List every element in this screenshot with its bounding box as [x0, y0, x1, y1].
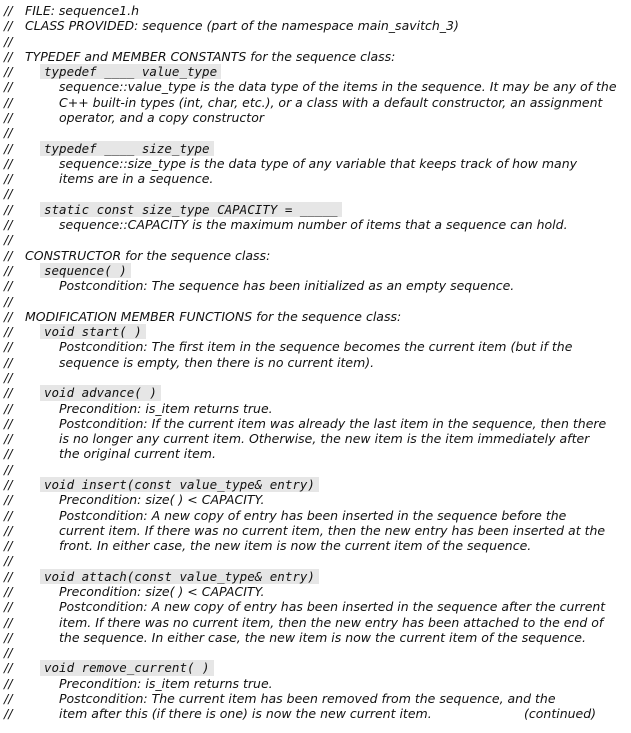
- code-signature: void insert(const value_type& entry): [40, 477, 319, 492]
- comment-line: [0, 339, 631, 354]
- comment-prefix: //: [4, 125, 13, 141]
- code-signature: void start( ): [40, 324, 146, 339]
- comment-line: [0, 615, 631, 630]
- code-signature: void advance( ): [40, 385, 161, 400]
- comment-prefix: //: [4, 385, 13, 401]
- comment-line: [0, 385, 631, 400]
- comment-prefix: //: [4, 629, 13, 645]
- comment-line: [0, 523, 631, 538]
- code-signature: sequence( ): [40, 263, 131, 278]
- comment-line: [0, 538, 631, 553]
- comment-line: [0, 217, 631, 232]
- comment-prefix: //: [4, 278, 13, 294]
- comment-prefix: //: [4, 48, 13, 64]
- comment-line: [0, 248, 631, 263]
- comment-prefix: //: [4, 415, 13, 431]
- comment-text: MODIFICATION MEMBER FUNCTIONS for the sequence class:: [25, 308, 402, 324]
- comment-prefix: //: [4, 568, 13, 584]
- comment-prefix: //: [4, 155, 13, 171]
- comment-line: [0, 232, 631, 247]
- comment-prefix: //: [4, 691, 13, 707]
- comment-line: [0, 477, 631, 492]
- comment-prefix: //: [4, 675, 13, 691]
- comment-prefix: //: [4, 476, 13, 492]
- comment-line: [0, 492, 631, 507]
- code-signature: static const size_type CAPACITY = _____: [40, 202, 342, 217]
- comment-prefix: //: [4, 339, 13, 355]
- continued-label: (continued): [524, 706, 597, 722]
- comment-line: [0, 278, 631, 293]
- comment-text: Postcondition: The sequence has been initialized as an empty sequence.: [59, 278, 515, 294]
- comment-text: sequence::CAPACITY is the maximum number of items that a sequence can hold.: [59, 217, 568, 233]
- comment-text: item. If there was no current item, then the new entry has been attached to the end of: [59, 614, 604, 630]
- comment-line: [0, 630, 631, 645]
- comment-prefix: //: [4, 94, 13, 110]
- comment-line: [0, 186, 631, 201]
- comment-prefix: //: [4, 461, 13, 477]
- comment-prefix: //: [4, 262, 13, 278]
- comment-line: [0, 95, 631, 110]
- comment-line: [0, 3, 631, 18]
- comment-prefix: //: [4, 186, 13, 202]
- comment-prefix: //: [4, 110, 13, 126]
- comment-line: [0, 18, 631, 33]
- comment-line: [0, 49, 631, 64]
- comment-line: [0, 446, 631, 461]
- comment-text: Precondition: is_item returns true.: [59, 400, 273, 416]
- comment-text: C++ built-in types (int, char, etc.), or a class with a default constructor, an assignment: [59, 94, 603, 110]
- comment-line: [0, 584, 631, 599]
- comment-line: [0, 706, 631, 721]
- comment-line: [0, 171, 631, 186]
- comment-prefix: //: [4, 492, 13, 508]
- comment-line: [0, 324, 631, 339]
- comment-prefix: //: [4, 354, 13, 370]
- comment-line: [0, 508, 631, 523]
- comment-text: item after this (if there is one) is now the new current item.: [59, 706, 432, 722]
- comment-text: front. In either case, the new item is now the current item of the sequence.: [59, 538, 532, 554]
- comment-line: [0, 64, 631, 79]
- comment-line: [0, 79, 631, 94]
- comment-text: TYPEDEF and MEMBER CONSTANTS for the sequence class:: [25, 48, 396, 64]
- comment-text: items are in a sequence.: [59, 171, 214, 187]
- comment-text: CONSTRUCTOR for the sequence class:: [25, 247, 271, 263]
- comment-prefix: //: [4, 645, 13, 661]
- comment-prefix: //: [4, 324, 13, 340]
- comment-text: sequence is empty, then there is no current item).: [59, 354, 375, 370]
- comment-line: [0, 34, 631, 49]
- comment-line: [0, 401, 631, 416]
- comment-line: [0, 141, 631, 156]
- comment-text: operator, and a copy constructor: [59, 110, 264, 126]
- comment-line: [0, 355, 631, 370]
- comment-prefix: //: [4, 522, 13, 538]
- comment-prefix: //: [4, 201, 13, 217]
- comment-prefix: //: [4, 293, 13, 309]
- comment-line: [0, 156, 631, 171]
- comment-prefix: //: [4, 247, 13, 263]
- comment-prefix: //: [4, 308, 13, 324]
- comment-line: [0, 431, 631, 446]
- comment-text: CLASS PROVIDED: sequence (part of the namespace main_savitch_3): [25, 18, 459, 34]
- comment-prefix: //: [4, 538, 13, 554]
- comment-prefix: //: [4, 614, 13, 630]
- comment-line: [0, 645, 631, 660]
- code-signature: void remove_current( ): [40, 660, 214, 675]
- comment-prefix: //: [4, 369, 13, 385]
- comment-text: the original current item.: [59, 446, 216, 462]
- comment-prefix: //: [4, 3, 13, 18]
- comment-text: Precondition: is_item returns true.: [59, 675, 273, 691]
- comment-prefix: //: [4, 140, 13, 156]
- comment-text: FILE: sequence1.h: [25, 3, 140, 18]
- comment-text: Precondition: size( ) < CAPACITY.: [59, 584, 265, 600]
- comment-prefix: //: [4, 706, 13, 722]
- comment-prefix: //: [4, 64, 13, 80]
- comment-line: [0, 110, 631, 125]
- comment-line: [0, 599, 631, 614]
- comment-line: [0, 553, 631, 568]
- comment-prefix: //: [4, 446, 13, 462]
- comment-prefix: //: [4, 660, 13, 676]
- code-signature: typedef ____ size_type: [40, 141, 214, 156]
- comment-line: [0, 676, 631, 691]
- comment-prefix: //: [4, 217, 13, 233]
- comment-prefix: //: [4, 400, 13, 416]
- comment-prefix: //: [4, 599, 13, 615]
- comment-text: Precondition: size( ) < CAPACITY.: [59, 492, 265, 508]
- comment-line: [0, 125, 631, 140]
- comment-line: [0, 309, 631, 324]
- comment-text: Postcondition: A new copy of entry has been inserted in the sequence before the: [59, 507, 567, 523]
- comment-prefix: //: [4, 18, 13, 34]
- comment-prefix: //: [4, 431, 13, 447]
- comment-prefix: //: [4, 584, 13, 600]
- comment-prefix: //: [4, 507, 13, 523]
- comment-line: [0, 202, 631, 217]
- comment-line: [0, 370, 631, 385]
- comment-text: current item. If there was no current item, then the new entry has been inserted at the: [59, 522, 606, 538]
- comment-text: Postcondition: The current item has been removed from the sequence, and the: [59, 691, 556, 707]
- comment-line: [0, 691, 631, 706]
- code-signature: typedef ____ value_type: [40, 64, 221, 79]
- comment-prefix: //: [4, 553, 13, 569]
- comment-line: [0, 660, 631, 675]
- comment-line: [0, 416, 631, 431]
- comment-line: [0, 294, 631, 309]
- code-signature: void attach(const value_type& entry): [40, 569, 319, 584]
- comment-prefix: //: [4, 232, 13, 248]
- comment-text: the sequence. In either case, the new item is now the current item of the sequence.: [59, 629, 586, 645]
- comment-text: sequence::value_type is the data type of the items in the sequence. It may be any of the: [59, 79, 617, 95]
- comment-text: is no longer any current item. Otherwise, the new item is the item immediately after: [59, 431, 590, 447]
- comment-text: sequence::size_type is the data type of any variable that keeps track of how many: [59, 155, 578, 171]
- comment-prefix: //: [4, 33, 13, 49]
- comment-text: Postcondition: The first item in the sequence becomes the current item (but if the: [59, 339, 573, 355]
- comment-text: Postcondition: A new copy of entry has been inserted in the sequence after the current: [59, 599, 606, 615]
- comment-line: [0, 263, 631, 278]
- comment-line: [0, 569, 631, 584]
- comment-text: Postcondition: If the current item was already the last item in the sequence, then there: [59, 415, 607, 431]
- comment-prefix: //: [4, 79, 13, 95]
- comment-line: [0, 462, 631, 477]
- comment-prefix: //: [4, 171, 13, 187]
